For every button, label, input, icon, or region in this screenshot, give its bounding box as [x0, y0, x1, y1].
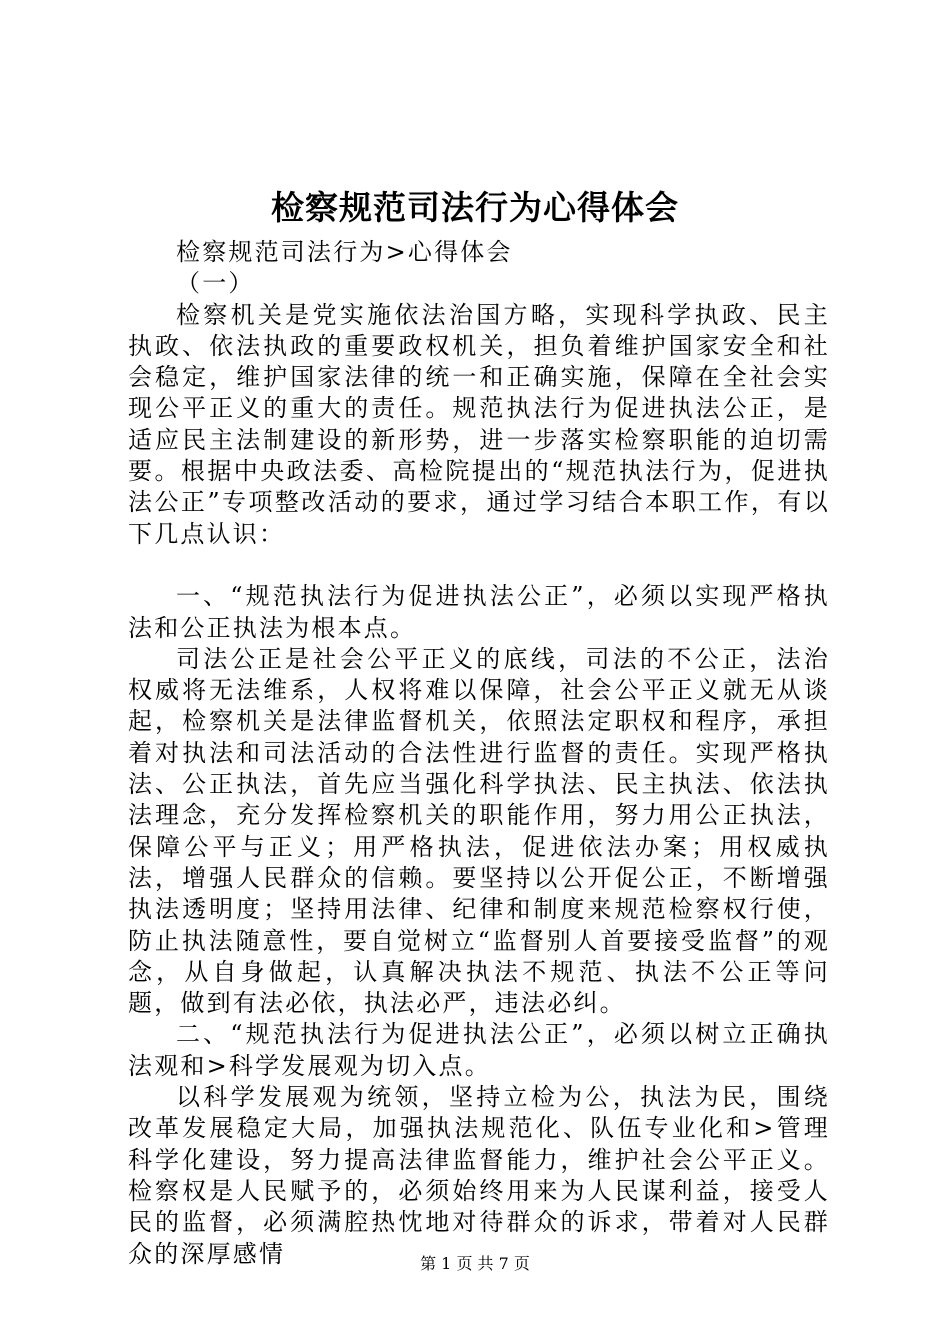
section-marker: （一） — [176, 269, 255, 298]
page-number-footer: 第 1 页 共 7 页 — [420, 1254, 530, 1273]
document-body — [128, 237, 830, 1270]
paragraph-body-one: 司法公正是社会公平正义的底线，司法的不公正，法治权威将无法维系，人权将难以保障，社会公平正义就无从谈起，检察机关是法律监督机关，依照法定职权和程序，承担着对执法和司法活动的合法性进行监督的责任。实现严格执法、公正执法，首先应当强化科学执法、民主执法、依法执法理念，充分发挥检察机关的职能作用，努力用公正执法，保障公平与正义；用严格执法，促进依法办案；用权威执法，增强人民群众的信赖。要坚持以公开促公正，不断增强执法透明度；坚持用法律、纪律和制度来规范检察权行使，防止执法随意性，要自觉树立“监督别人首要接受监督”的观念，从自身做起，认真解决执法不规范、执法不公正等问题，做到有法必依，执法必严，违法必纠。 — [128, 644, 830, 1018]
paragraph-heading-one: 一、“规范执法行为促进执法公正”，必须以实现严格执法和公正执法为根本点。 — [128, 582, 830, 642]
paragraph-heading-two: 二、“规范执法行为促进执法公正”，必须以树立正确执法观和>科学发展观为切入点。 — [128, 1020, 830, 1080]
blank-line — [128, 550, 830, 581]
paragraph-body-two: 以科学发展观为统领，坚持立检为公，执法为民，围绕改革发展稳定大局，加强执法规范化、队伍专业化和>管理科学化建设，努力提高法律监督能力，维护社会公平正义。检察权是人民赋予的，必须始终用来为人民谋利益，接受人民的监督，必须满腔热忱地对待群众的诉求，带着对人民群众的深厚感情 — [128, 1083, 830, 1268]
document-title: 检察规范司法行为心得体会 — [271, 188, 679, 227]
paragraph-intro: 检察机关是党实施依法治国方略，实现科学执政、民主执政、依法执政的重要政权机关，担负着维护国家安全和社会稳定，维护国家法律的统一和正确实施，保障在全社会实现公平正义的重大的责任。规范执法行为促进执法公正，是适应民主法制建设的新形势，进一步落实检察职能的迫切需要。根据中央政法委、高检院提出的“规范执法行为，促进执法公正”专项整改活动的要求，通过学习结合本职工作，有以下几点认识： — [128, 300, 830, 548]
subtitle-line: 检察规范司法行为>心得体会 — [176, 238, 513, 266]
